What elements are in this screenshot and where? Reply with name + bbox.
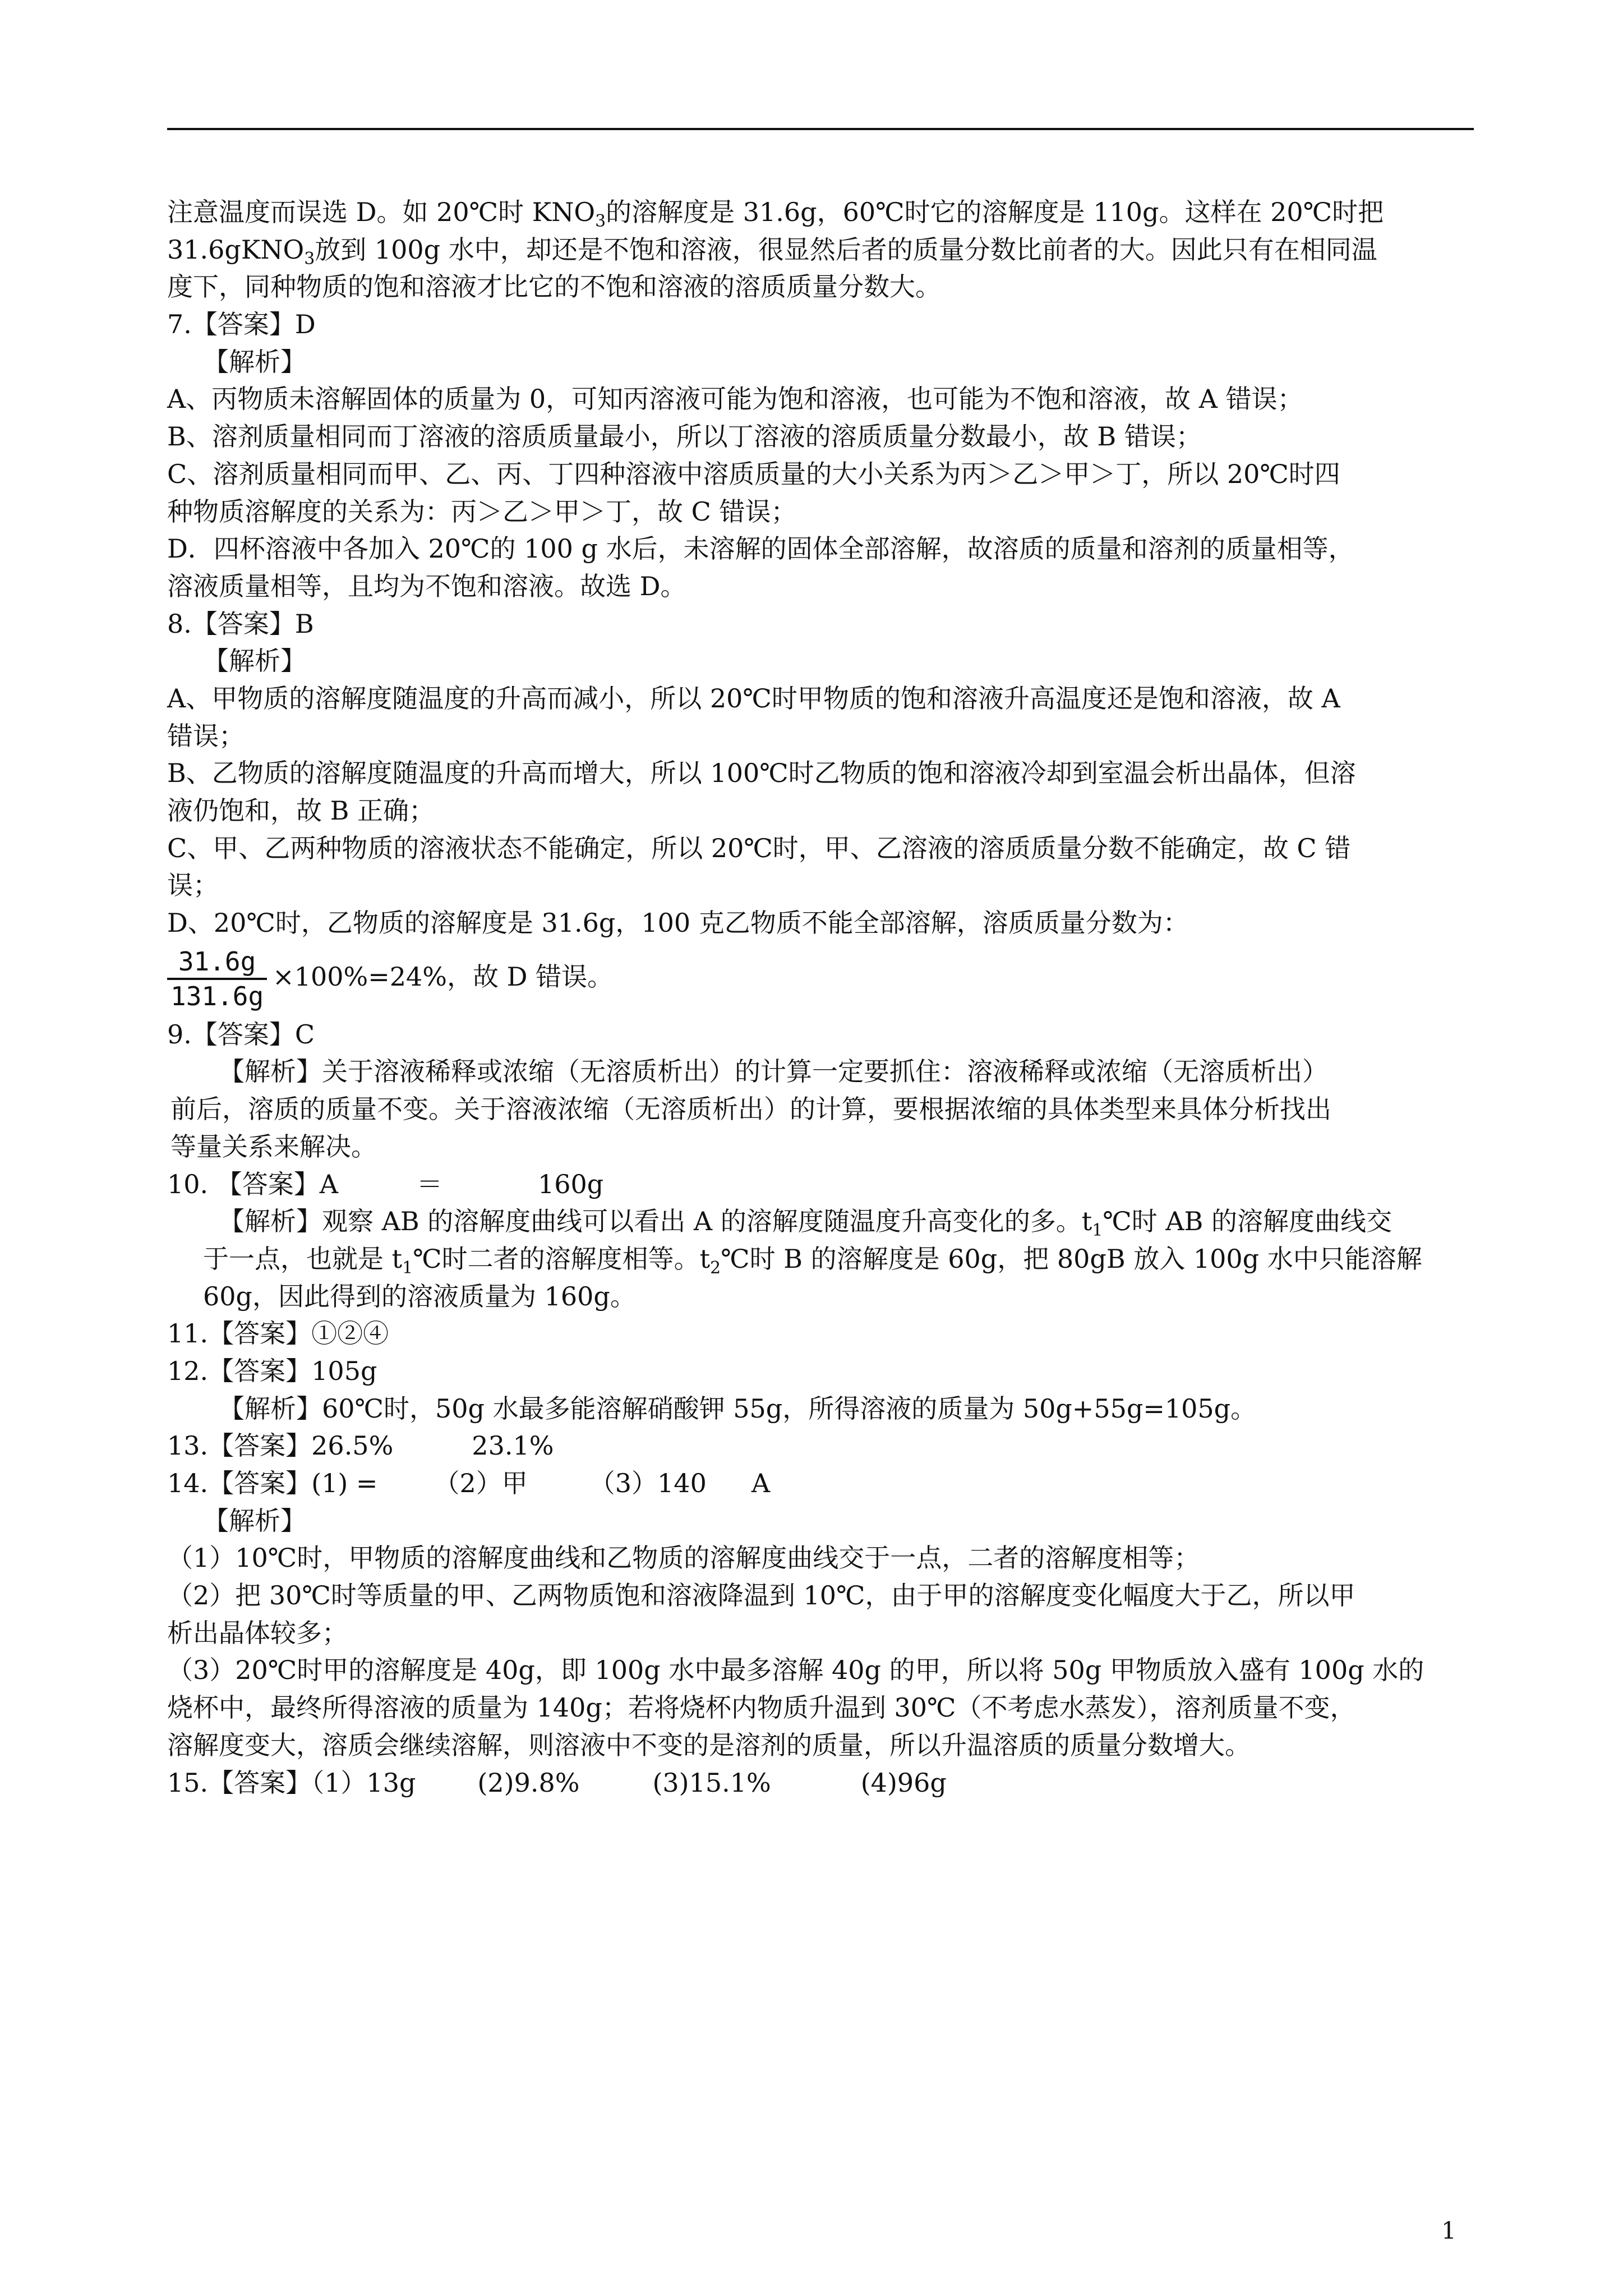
fraction-numerator: 31.6g	[167, 949, 267, 980]
text-run: 的溶解度是 31.6g，60℃时它的溶解度是 110g。这样在 20℃时把	[606, 197, 1384, 227]
text-line: 溶液质量相等，且均为不饱和溶液。故选 D。	[167, 570, 686, 601]
text-line: A、丙物质未溶解固体的质量为 0，可知丙溶液可能为饱和溶液，也可能为不饱和溶液，故 A 错误；	[167, 384, 1303, 415]
text-run: ℃时二者的溶解度相等。t	[413, 1243, 711, 1274]
analysis-label: 【解析】	[203, 346, 306, 377]
text-line: 溶解度变大，溶质会继续溶解，则溶液中不变的是溶剂的质量，所以升温溶质的质量分数增大。	[167, 1729, 1251, 1760]
text-run: （2）甲	[434, 1468, 528, 1498]
text-line: B、乙物质的溶解度随温度的升高而增大，所以 100℃时乙物质的饱和溶液冷却到室温会析出晶体，但溶	[167, 758, 1356, 789]
text-line	[167, 231, 1468, 269]
text-line: 烧杯中，最终所得溶液的质量为 140g；若将烧杯内物质升温到 30℃（不考虑水蒸发），溶剂质量不变，	[167, 1692, 1356, 1723]
text-line: 等量关系来解决。	[170, 1131, 377, 1162]
text-line: 析出晶体较多；	[167, 1617, 348, 1648]
text-run: 【解析】观察 AB 的溶解度曲线可以看出 A 的溶解度随温度升高变化的多。t	[219, 1206, 1092, 1237]
text-run: A	[751, 1468, 771, 1498]
answer-text-body	[167, 194, 1468, 1801]
text-run: 注意温度而误选 D。如 20℃时 KNO	[167, 197, 596, 227]
text-line: （2）把 30℃时等质量的甲、乙两物质饱和溶液降温到 10℃，由于甲的溶解度变化幅度大于乙，所以甲	[167, 1580, 1355, 1611]
text-line: 种物质溶解度的关系为：丙＞乙＞甲＞丁，故 C 错误；	[167, 496, 797, 527]
text-line: 60g，因此得到的溶液质量为 160g。	[203, 1281, 636, 1312]
answer-heading-q12: 12.【答案】105g	[167, 1355, 377, 1386]
text-line: 度下，同种物质的饱和溶液才比它的不饱和溶液的溶质质量分数大。	[167, 272, 941, 302]
text-run: (2)9.8%	[477, 1767, 580, 1798]
text-line: C、溶剂质量相同而甲、乙、丙、丁四种溶液中溶质质量的大小关系为丙＞乙＞甲＞丁，所以 20℃时四	[167, 458, 1340, 489]
subscript: 2	[710, 1258, 721, 1278]
subscript: 3	[595, 211, 606, 232]
text-line	[167, 1240, 1468, 1278]
text-run: 于一点，也就是 t	[203, 1243, 403, 1274]
text-line: （1）10℃时，甲物质的溶解度曲线和乙物质的溶解度曲线交于一点，二者的溶解度相等；	[167, 1543, 1200, 1573]
text-run: 14.【答案】(1) =	[167, 1468, 378, 1498]
text-run: ℃时 AB 的溶解度曲线交	[1103, 1206, 1392, 1237]
text-line: B、溶剂质量相同而丁溶液的溶质质量最小，所以丁溶液的溶质质量分数最小，故 B 错误；	[167, 421, 1202, 452]
answer-heading-q14	[167, 1465, 1468, 1502]
text-run: (3)15.1%	[652, 1767, 771, 1798]
text-run: (4)96g	[860, 1767, 947, 1798]
answer-heading-q15	[167, 1764, 1468, 1802]
answer-heading-q13	[167, 1427, 1468, 1465]
text-line: D．四杯溶液中各加入 20℃的 100 g 水后，未溶解的固体全部溶解，故溶质的质量和溶剂的质量相等，	[167, 533, 1354, 564]
text-run: ℃时 B 的溶解度是 60g，把 80gB 放入 100g 水中只能溶解	[721, 1243, 1422, 1274]
answer-heading-q10	[167, 1166, 1468, 1203]
answer-heading-q7: 7.【答案】D	[167, 309, 316, 340]
answer-heading-q9: 9.【答案】C	[167, 1019, 315, 1050]
fraction-denominator: 131.6g	[170, 981, 264, 1011]
text-line: 【解析】60℃时，50g 水最多能溶解硝酸钾 55g，所得溶液的质量为 50g+55g=105g。	[219, 1393, 1257, 1424]
analysis-label: 【解析】	[203, 1505, 306, 1536]
answer-heading-q8: 8.【答案】B	[167, 608, 314, 639]
subscript: 1	[1092, 1221, 1103, 1241]
text-run: 13.【答案】26.5%	[167, 1430, 394, 1461]
text-line: A、甲物质的溶解度随温度的升高而减小，所以 20℃时甲物质的饱和溶液升高温度还是饱和溶液，故 A	[167, 683, 1340, 714]
text-line: 前后，溶质的质量不变。关于溶液浓缩（无溶质析出）的计算，要根据浓缩的具体类型来具体分析找出	[170, 1094, 1331, 1125]
answer-heading-q11: 11.【答案】①②④	[167, 1318, 389, 1349]
text-run: 23.1%	[472, 1430, 554, 1461]
text-line: 【解析】关于溶液稀释或浓缩（无溶质析出）的计算一定要抓住：溶液稀释或浓缩（无溶质析出）	[219, 1056, 1328, 1087]
text-line: 液仍饱和，故 B 正确；	[167, 795, 435, 826]
text-run: 15.【答案】（1）13g	[167, 1767, 416, 1798]
text-run: ×100%=24%，故 D 错误。	[273, 961, 614, 992]
text-run: 10. 【答案】A	[167, 1168, 338, 1199]
text-run: ＝	[417, 1168, 442, 1199]
text-line	[167, 194, 1468, 231]
analysis-label: 【解析】	[203, 646, 306, 677]
page-number: 1	[1441, 2217, 1456, 2244]
text-run: 31.6gKNO	[167, 234, 305, 265]
text-line: 误；	[167, 870, 219, 901]
text-line	[167, 1203, 1468, 1240]
header-rule	[167, 128, 1474, 130]
text-run: 160g	[538, 1168, 604, 1199]
text-line: 错误；	[167, 720, 245, 751]
text-run: 放到 100g 水中，却还是不饱和溶液，很显然后者的质量分数比前者的大。因此只有在相同温	[315, 234, 1377, 265]
subscript: 3	[304, 249, 315, 269]
text-line: （3）20℃时甲的溶解度是 40g，即 100g 水中最多溶解 40g 的甲，所以将 50g 甲物质放入盛有 100g 水的	[167, 1655, 1424, 1686]
text-line: D、20℃时，乙物质的溶解度是 31.6g，100 克乙物质不能全部溶解，溶质质量分数为：	[167, 908, 1189, 938]
text-line: C、甲、乙两种物质的溶液状态不能确定，所以 20℃时，甲、乙溶液的溶质质量分数不能确定，故 C 错	[167, 832, 1351, 863]
text-run: （3）140	[589, 1468, 707, 1498]
fraction	[167, 946, 267, 1011]
subscript: 1	[402, 1258, 413, 1278]
fraction-line	[167, 942, 1468, 1016]
